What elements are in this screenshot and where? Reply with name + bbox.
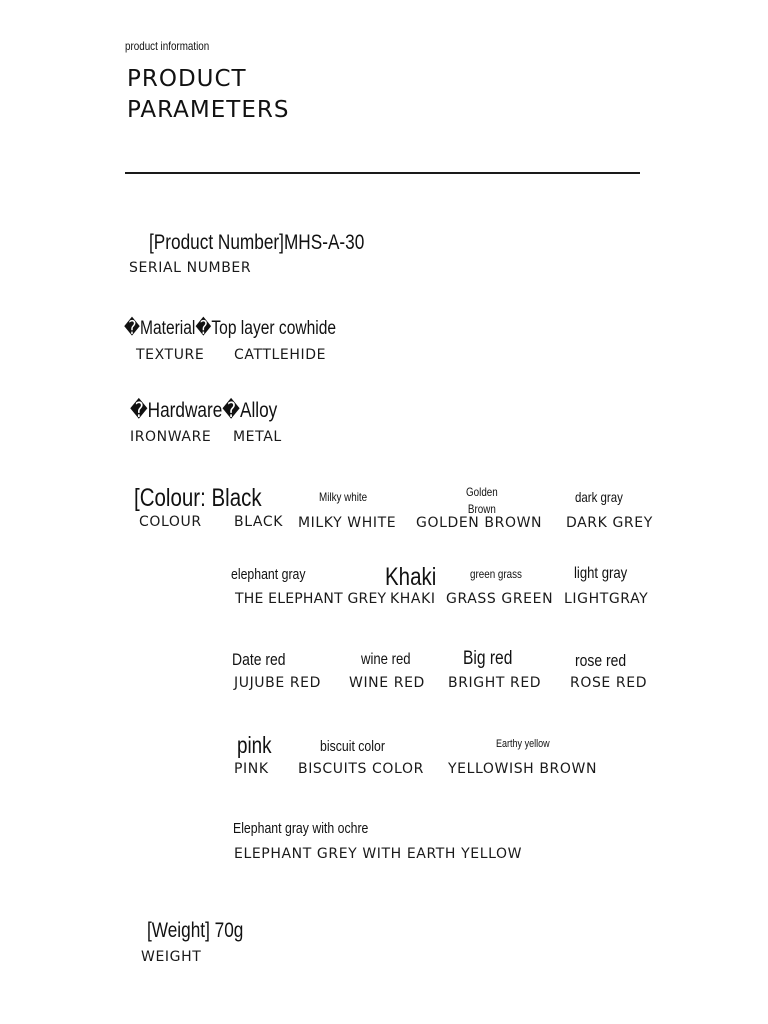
colour-option-biscuit-cn: biscuit color: [320, 738, 385, 755]
material-sub-1: TEXTURE: [136, 347, 205, 363]
page-title-line2: PARAMETERS: [127, 97, 290, 123]
colour-option-wine-red-cn: wine red: [361, 651, 411, 668]
colour-option-earthy-yellow-cn: Earthy yellow: [496, 738, 550, 750]
page-title-line1: PRODUCT: [127, 66, 247, 92]
colour-sub: COLOUR: [139, 514, 202, 530]
weight-label: [Weight] 70g: [147, 919, 244, 942]
page-title: [127, 64, 427, 126]
colour-option-black-en: BLACK: [234, 514, 284, 530]
colour-option-golden-brown-cn: Golden Brown: [466, 485, 498, 516]
colour-option-green-grass-cn: green grass: [470, 567, 522, 581]
colour-option-elephant-ochre-cn: Elephant gray with ochre: [233, 820, 369, 837]
colour-option-pink-en: PINK: [234, 761, 269, 777]
colour-option-date-red-cn: Date red: [232, 650, 286, 669]
colour-option-elephant-gray-cn: elephant gray: [231, 566, 306, 583]
title-divider: [125, 172, 640, 174]
colour-option-rose-red-cn: rose red: [575, 651, 627, 670]
colour-option-dark-gray-en: DARK GREY: [566, 515, 653, 531]
material-sub-2: CATTLEHIDE: [234, 347, 327, 363]
product-number-sub: SERIAL NUMBER: [129, 260, 252, 276]
hardware-sub-1: IRONWARE: [130, 429, 212, 445]
colour-option-big-red-en: BRIGHT RED: [448, 675, 542, 691]
hardware-sub-2: METAL: [233, 429, 282, 445]
colour-option-green-grass-en: GRASS GREEN: [446, 591, 554, 607]
colour-option-big-red-cn: Big red: [463, 648, 513, 669]
colour-option-dark-gray-cn: dark gray: [575, 489, 623, 505]
colour-option-date-red-en: JUJUBE RED: [234, 675, 322, 691]
colour-option-golden-brown-en: GOLDEN BROWN: [416, 515, 543, 531]
colour-option-elephant-gray-en: THE ELEPHANT GREY: [235, 591, 387, 607]
colour-option-biscuit-en: BISCUITS COLOR: [298, 761, 424, 777]
colour-option-light-gray-cn: light gray: [574, 565, 628, 582]
colour-option-light-gray-en: LIGHTGRAY: [564, 591, 649, 607]
hardware-label: �Hardware�Alloy: [130, 399, 278, 422]
colour-option-khaki-en: KHAKI: [390, 591, 436, 607]
weight-sub: WEIGHT: [141, 949, 202, 965]
colour-option-wine-red-en: WINE RED: [349, 675, 425, 691]
colour-option-rose-red-en: ROSE RED: [570, 675, 648, 691]
colour-option-milky-white-en: MILKY WHITE: [298, 515, 397, 531]
colour-option-milky-white-cn: Milky white: [319, 490, 368, 504]
colour-option-elephant-ochre-en: ELEPHANT GREY WITH EARTH YELLOW: [234, 846, 523, 862]
colour-label: [Colour: Black: [134, 484, 262, 512]
material-label: �Material�Top layer cowhide: [124, 318, 337, 339]
product-number-label: [Product Number]MHS-A-30: [149, 231, 365, 254]
colour-option-earthy-yellow-en: YELLOWISH BROWN: [448, 761, 598, 777]
colour-option-pink-cn: pink: [237, 732, 272, 758]
section-kicker: product information: [125, 39, 210, 53]
colour-option-khaki-cn: Khaki: [385, 563, 437, 591]
